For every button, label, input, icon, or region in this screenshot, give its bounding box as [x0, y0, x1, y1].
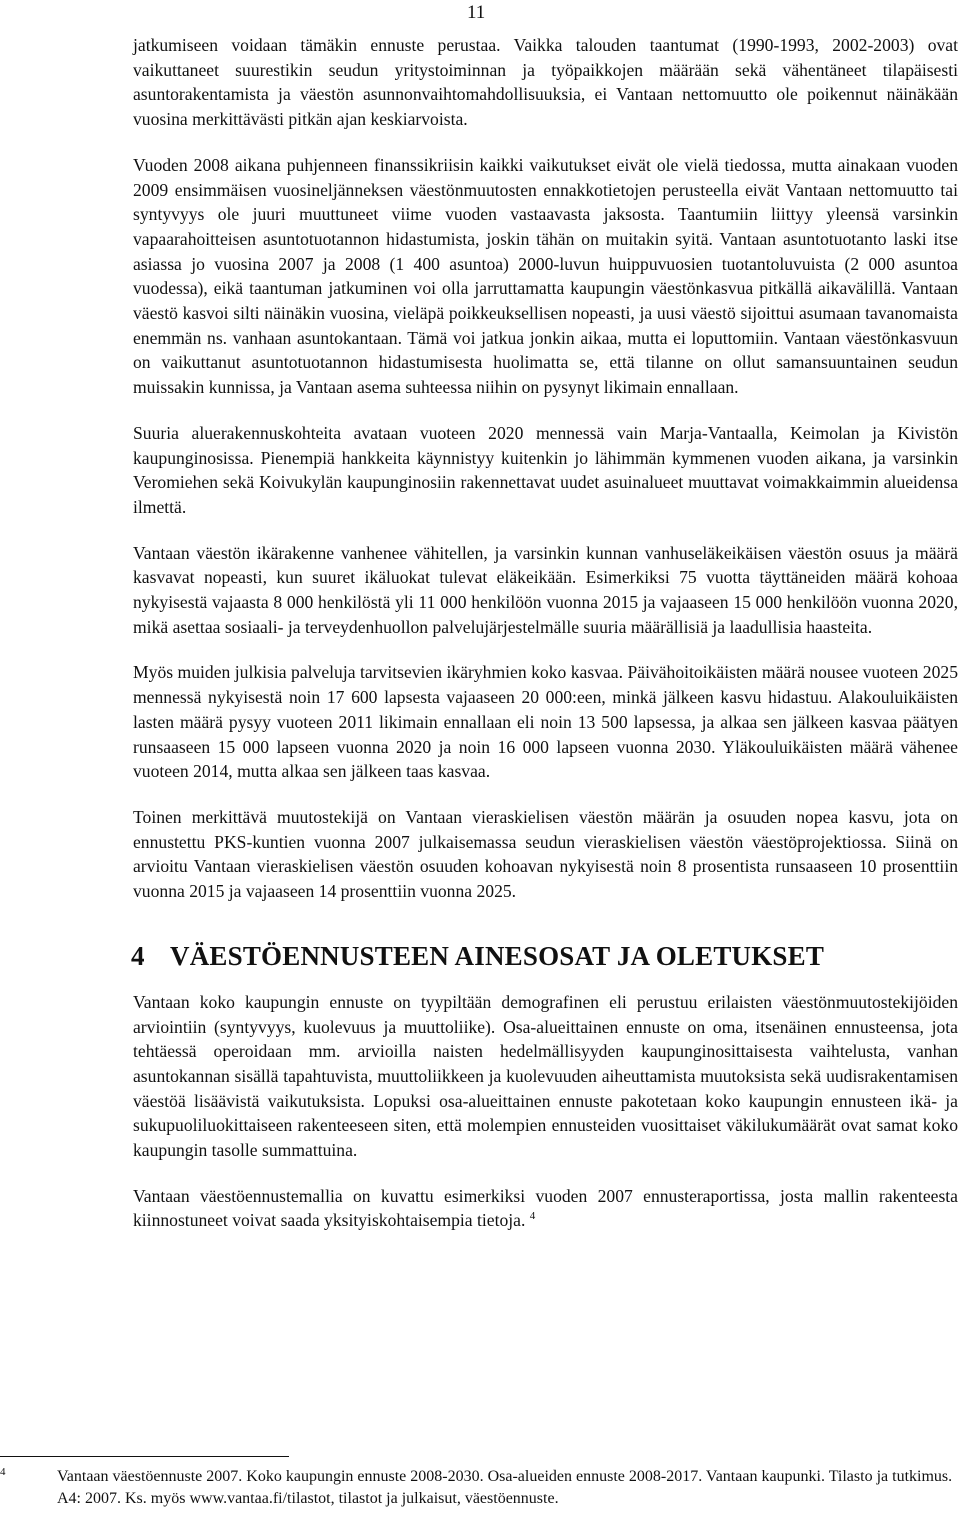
section-heading	[131, 939, 958, 973]
section-number: 4	[131, 940, 145, 971]
footnote-text: Vantaan väestöennuste 2007. Koko kaupungin ennuste 2008-2030. Osa-alueiden ennuste 2008-2017. Vantaan kaupunki. Tilasto ja tutkimus. A4: 2007. Ks. myös www.vantaa.fi/tilastot, tilastot ja julkaisut, väestöennuste.	[57, 1468, 953, 1507]
page-body	[133, 33, 958, 1233]
paragraph: jatkumiseen voidaan tämäkin ennuste perustaa. Vaikka talouden taantumat (1990-1993, 2002-2003) ovat vaikuttaneet suurestikin seudun yritystoiminnan ja työpaikkojen määrään sekä vähentäneet tilapäisesti asuntorakentamista ja väestön asunnonvaihtomahdollisuuksia, ei Vantaan nettomuutto ole poikennut näinäkään vuosina merkittävästi pitkän ajan keskiarvoista.	[133, 35, 958, 130]
paragraph: Vantaan väestön ikärakenne vanhenee vähitellen, ja varsinkin kunnan vanhuseläkeikäisen väestön osuus ja määrä kasvavat nopeasti, kun suuret ikäluokat tulevat eläkeikään. Esimerkiksi 75 vuotta täyttäneiden määrä kohoaa nykyisestä vajaasta 8 000 henkilöstä yli 11 000 henkilöön vuonna 2015 ja vajaaseen 15 000 henkilöön vuonna 2020, mikä asettaa sosiaali- ja terveydenhuollon palvelujärjestelmälle suuria määrällisiä ja laadullisia haasteita.	[133, 542, 958, 637]
footnote-reference[interactable]: 4	[529, 1210, 536, 1223]
footnote	[0, 1466, 958, 1509]
paragraph: Myös muiden julkisia palveluja tarvitsevien ikäryhmien koko kasvaa. Päivähoitoikäisten määrä nousee vuoteen 2025 mennessä nykyisestä noin 17 600 lapsesta vajaaseen 20 000:een, minkä jälkeen kasvu hidastuu. Alakouluikäisten lasten määrä pysyy vuoteen 2011 likimain ennallaan eli noin 13 500 lapsessa, ja alkaa sen jälkeen kasvaa päätyen runsaaseen 15 000 lapseen vuonna 2020 ja noin 16 000 lapseen vuonna 2030. Yläkouluikäisten määrä vähenee vuoteen 2014, mutta alkaa sen jälkeen taas kasvaa.	[133, 662, 958, 782]
paragraph: Vantaan koko kaupungin ennuste on tyypiltään demografinen eli perustuu erilaisten väestönmuutostekijöiden arviointiin (syntyvyys, kuolevuus ja muuttoliike). Osa-alueittainen ennuste on oma, itsenäinen ennusteensa, jota tehtäessä operoidaan mm. arvioilla naisten hedelmällisyyden kaupunginosittaisesta vaihtelusta, vanhan asuntokannan sisällä tapahtuvista, muuttoliikkeen ja kuolevuuden aiheuttamista muutoksista sekä uudisrakentamisen väestöä lisäävistä vaikutuksista. Lopuksi osa-alueittainen ennuste pakotetaan koko kaupungin ennusteen ikä- ja sukupuoliluokittaiseen rakenteeseen siten, että molempien ennusteiden vuosittaiset väkilukumäärät ovat samat koko kaupungin tasolle summattuina.	[133, 991, 958, 1161]
page-number: 11	[467, 2, 486, 23]
footnote-mark: 4	[0, 1466, 6, 1478]
paragraph: Vuoden 2008 aikana puhjenneen finanssikriisin kaikki vaikutukset eivät ole vielä tiedossa, mutta ainakaan vuoden 2009 ensimmäisen vuosineljänneksen väestönmuutosten ennakkotietojen perusteella eivät Vantaan nettomuutto tai syntyvyys ole juuri muuttuneet viime vuoden vastaavasta jaksosta. Taantumiin liittyy yleensä varsinkin vapaarahoitteisen asuntotuotannon hidastumista, joskin tähän on muitakin syitä. Vantaan asuntotuotanto laski itse asiassa jo vuosina 2007 ja 2008 (1 400 asuntoa) 2000-luvun huippuvuosien tuotantoluvuista (2 000 asuntoa vuodessa), eikä taantuman jatkuminen voi olla jarruttamatta kaupungin väestönkasvua pitkällä aikavälillä. Vantaan väestö kasvoi silti näinäkin vuosina, vieläpä poikkeuksellisen nopeasti, ja uusi väestö sijoittui asumaan tavanomaista enemmän ns. vanhaan asuntokantaan. Tämä voi jatkua jonkin aikaa, mutta ei loputtomiin. Vantaan väestönkasvuun on vaikuttanut asuntotuotannon hidastumisesta huolimatta se, että tilanne on ollut samansuuntainen seudun muissakin kunnissa, ja Vantaan asema suhteessa niihin on pysynyt likimain ennallaan.	[133, 154, 958, 398]
paragraph: Toinen merkittävä muutostekijä on Vantaan vieraskielisen väestön määrän ja osuuden nopea kasvu, jota on ennustettu PKS-kuntien vuonna 2007 julkaisemassa seudun vieraskielisen väestön väestöprojektiossa. Siinä on arvioitu Vantaan vieraskielisen väestön osuuden kohoavan nykyisestä noin 8 prosentista runsaaseen 10 prosenttiin vuonna 2015 ja vajaaseen 14 prosenttiin vuonna 2025.	[133, 806, 958, 902]
paragraph-with-footnote	[133, 1184, 958, 1233]
paragraph-text: Vantaan väestöennustemallia on kuvattu esimerkiksi vuoden 2007 ennusteraportissa, josta mallin rakenteesta kiinnostuneet voivat saada yksityiskohtaisempia tietoja.	[133, 1185, 958, 1231]
footnote-separator	[0, 1456, 289, 1457]
section-title: VÄESTÖENNUSTEEN AINESOSAT JA OLETUKSET	[170, 940, 825, 971]
paragraph: Suuria aluerakennuskohteita avataan vuoteen 2020 mennessä vain Marja-Vantaalla, Keimolan ja Kivistön kaupunginosissa. Pienempiä hankkeita käynnistyy kuitenkin jo lähimmän kymmenen vuoden aikana, ja varsinkin Veromiehen sekä Koivukylän kaupunginosiin rakennettavat uudet asuinalueet muuttavat voimakkaimmin alueidensa ilmettä.	[133, 422, 958, 517]
